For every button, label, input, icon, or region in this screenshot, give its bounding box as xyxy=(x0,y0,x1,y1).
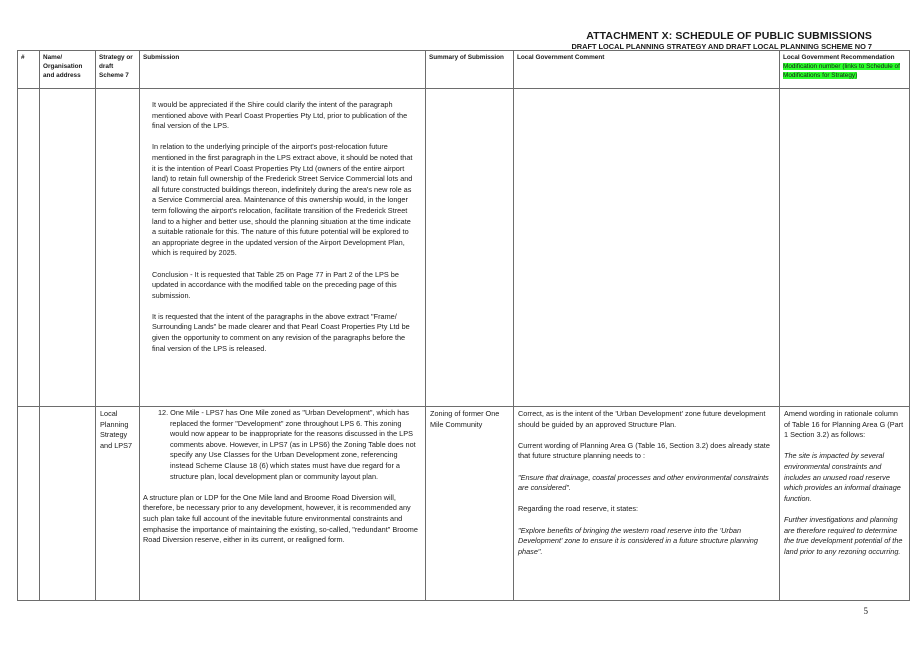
cell-number xyxy=(18,407,40,601)
cell-recommendation xyxy=(780,89,910,407)
col-header-number: # xyxy=(18,51,40,89)
submission-paragraph: In relation to the underlying principle of the airport's post-relocation future mentioned in the first paragraph in the LPS extract above, it should be noted that it is the intention of Pearl Coast Properties Pty Ltd (owners of the entire airport land) to retain full ownership of the Frederick Street Service Commercial lots and all future constructed buildings thereon, indefinitely during the area's new role as a Service Commercial area. Maintenance of this ownership would, in the longer term following the airport's relocation, facilitate transition of the Frederick Street land to a higher and better use, should the planning situation at the time indicate a suitable rationale for this. The nature of this future potential will be explored to an appropriate degree in the updated version of the Airport Development Plan, which is required by 2025. xyxy=(152,142,413,258)
cell-strategy: Local Planning Strategy and LPS7 xyxy=(96,407,140,601)
submissions-table xyxy=(17,50,910,601)
cell-name xyxy=(40,89,96,407)
submission-numbered-item: 12. One Mile - LPS7 has One Mile zoned as "Urban Development", which has replaced the former "Development" zone throughout LPS 6. This zoning would now appear to be inappropriate for the reasons discussed in the LPS comments above. However, in LPS7 (as in LPS6) the Zoning Table does not specify any Use Classes for the Urban Development zone, referencing instead Scheme Clause 18 (6) which states must have due regard for a structure plan, local development plan or community layout plan. xyxy=(158,408,416,481)
comment-quote: "Explore benefits of bringing the western road reserve into the 'Urban Development' zone to ensure it is considered in a future structure planning phase". xyxy=(518,525,758,556)
comment-paragraph: Regarding the road reserve, it states: xyxy=(518,504,639,514)
cell-summary: Zoning of former One Mile Community xyxy=(426,407,514,601)
cell-comment xyxy=(514,407,780,601)
cell-recommendation xyxy=(780,407,910,601)
submission-paragraph: It is requested that the intent of the paragraphs in the above extract "Frame/ Surrounding Lands" be made clearer and that Pearl Coast Properties Pty Ltd be given the opportunity to comment on any revision of the paragraphs before the final version of the LPS is released. xyxy=(152,311,410,353)
comment-paragraph: Correct, as is the intent of the 'Urban Development' zone future development should be guided by an approved Structure Plan. xyxy=(518,409,766,429)
recommendation-paragraph: Amend wording in rationale column of Table 16 for Planning Area G (Part 1 Section 3.2) as follows: xyxy=(784,409,904,440)
col-header-name: Name/ Organisation and address xyxy=(40,51,96,89)
document-subtitle: DRAFT LOCAL PLANNING STRATEGY AND DRAFT LOCAL PLANNING SCHEME NO 7 xyxy=(571,42,872,51)
table-header-row xyxy=(18,51,910,89)
comment-quote: "Ensure that drainage, coastal processes and other environmental constraints are considered". xyxy=(518,472,769,493)
comment-paragraph: Current wording of Planning Area G (Table 16, Section 3.2) does already state that future structure planning needs to : xyxy=(518,440,770,461)
cell-summary xyxy=(426,89,514,407)
recommendation-quote: The site is impacted by several environmental constraints and includes an unused road reserve which provides an informal drainage function. xyxy=(784,451,901,503)
table-row xyxy=(18,89,910,407)
recommendation-quote: Further investigations and planning are therefore required to determine the true development potential of the land prior to any rezoning occurring. xyxy=(784,514,903,556)
cell-comment xyxy=(514,89,780,407)
submission-paragraph: It would be appreciated if the Shire could clarify the intent of the paragraph mentioned above with Pearl Coast Properties Pty Ltd, prior to publication of the final version of the LPS. xyxy=(152,100,408,131)
modification-link-highlight: Modification number (links to Schedule of Modifications for Strategy) xyxy=(783,63,900,79)
col-header-submission: Submission xyxy=(140,51,426,89)
col-header-comment: Local Government Comment xyxy=(514,51,780,89)
cell-submission xyxy=(140,407,426,601)
page-number: 5 xyxy=(863,606,868,616)
cell-name xyxy=(40,407,96,601)
col-header-recommendation xyxy=(780,51,910,89)
cell-number xyxy=(18,89,40,407)
col-header-strategy: Strategy or draft Scheme 7 xyxy=(96,51,140,89)
cell-strategy xyxy=(96,89,140,407)
col-header-summary: Summary of Submission xyxy=(426,51,514,89)
recommendation-header-label: Local Government Recommendation xyxy=(783,54,895,61)
submission-paragraph: Conclusion - It is requested that Table 25 on Page 77 in Part 2 of the LPS be updated in accordance with the modified table on the preceding page of this submission. xyxy=(152,269,399,300)
cell-submission xyxy=(140,89,426,407)
submission-paragraph: A structure plan or LDP for the One Mile land and Broome Road Diversion will, therefore, be necessary prior to any development, however, it is recommended any such plan take full account of the inevitable future environmental constraints and emphasise the importance of maintaining the existing, so-called, "redundant" Broome Road Diversion reserve, either in its current, or realigned form. xyxy=(143,492,418,545)
document-title: ATTACHMENT X: SCHEDULE OF PUBLIC SUBMISSIONS xyxy=(586,30,872,42)
table-row xyxy=(18,407,910,601)
